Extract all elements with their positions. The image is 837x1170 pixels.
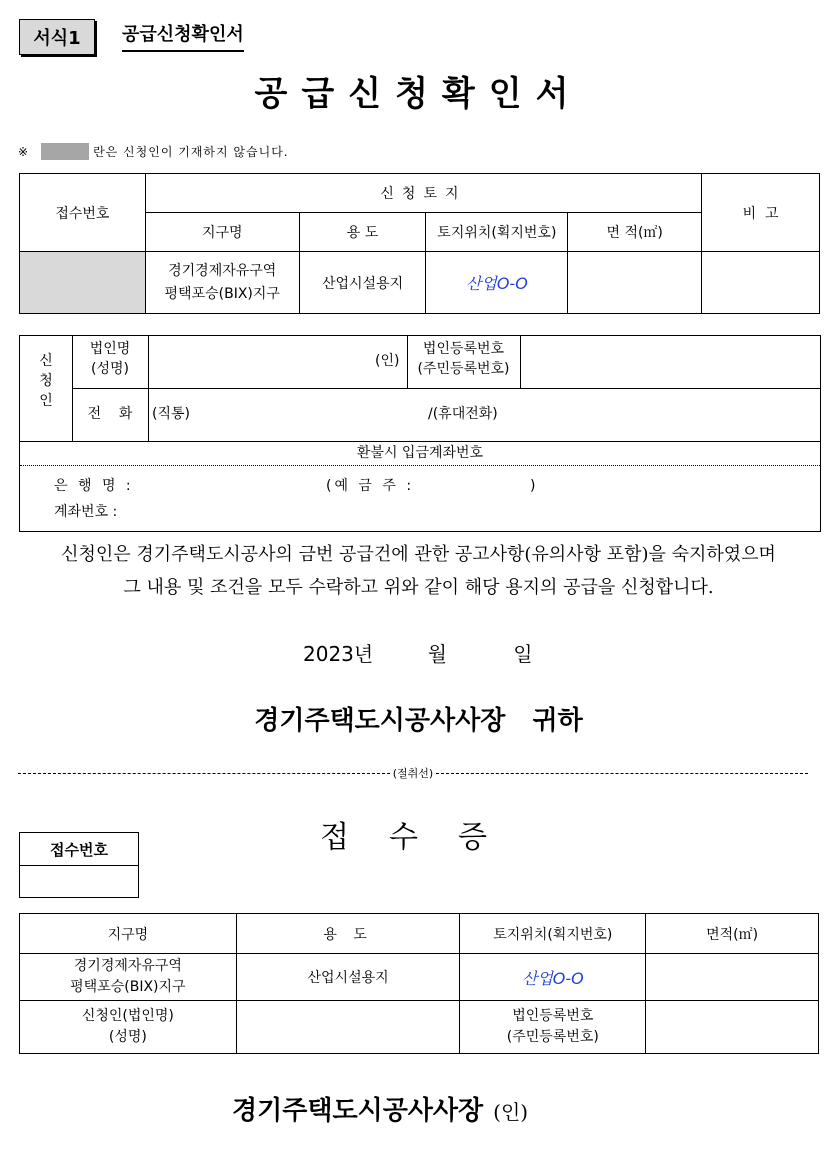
bank-name-label: 은 행 명 : (54, 478, 134, 494)
label-line: 법인명 (89, 341, 131, 357)
date-day: 일 (513, 642, 533, 666)
direct-phone-label: (직통) (152, 406, 190, 422)
form-title-small: 공급신청확인서 (122, 20, 244, 52)
receipt-applicant-field[interactable] (236, 1001, 460, 1054)
receipt-title: 접수증 (320, 820, 527, 855)
receipt-column-header: 토지위치(획지번호) (460, 914, 646, 954)
receipt-no-box (19, 832, 139, 898)
remarks-header: 비 고 (702, 174, 820, 252)
cut-line-label: (절취선) (392, 767, 434, 780)
receipt-reg-no-field[interactable] (646, 1001, 819, 1054)
account-holder-label: (예 금 주 : (326, 478, 415, 494)
label-line: (주민등록번호) (506, 1029, 599, 1045)
refund-account-header: 환불시 입금계좌번호 (356, 445, 484, 461)
date-month: 월 (427, 642, 447, 666)
application-date (303, 638, 533, 667)
receipt-area-cell (646, 954, 819, 1001)
receipt-table (19, 913, 819, 1054)
receipt-location-cell: 산업O-O (460, 954, 646, 1001)
statement-line: 신청인은 경기주택도시공사의 금번 공급건에 관한 공고사항(유의사항 포함)을 숙지하였으며 (61, 544, 776, 565)
district-cell (145, 252, 299, 314)
land-request-table (19, 173, 820, 314)
side-char: 인 (39, 393, 53, 409)
notice-text: 란은 신청인이 기재하지 않습니다. (93, 145, 289, 159)
reference-mark-icon: ※ (18, 144, 30, 159)
dashed-rule (436, 773, 808, 774)
document-title: 공급신청확인서 (254, 74, 583, 114)
remarks-cell (702, 252, 820, 314)
label-line: (성명) (108, 1029, 147, 1045)
dashed-rule (18, 773, 390, 774)
label-line: (주민등록번호) (417, 361, 510, 377)
notice-line (18, 143, 289, 160)
mobile-phone-label: /(휴대전화) (428, 406, 498, 422)
corp-name-label (72, 339, 148, 379)
receipt-reg-no-label (460, 1001, 646, 1054)
label-line: 신청인(법인명) (81, 1008, 174, 1024)
account-holder-close: ) (530, 478, 536, 494)
requested-land-header: 신청토지 (145, 174, 701, 213)
issuer-name: 경기주택도시공사사장 (232, 1096, 484, 1126)
issuer-signature (232, 1090, 528, 1127)
receipt-column-header: 면적(㎡) (646, 914, 819, 954)
receipt-no-label: 접수번호 (20, 833, 138, 866)
label-line: 법인등록번호 (512, 1008, 594, 1024)
corp-name-field[interactable] (148, 336, 407, 388)
area-cell (568, 252, 702, 314)
side-char: 신 (39, 353, 53, 369)
applicant-side-label (20, 351, 72, 411)
column-header: 용 도 (299, 213, 426, 252)
receipt-district-cell (20, 954, 237, 1001)
addressee: 경기주택도시공사사장 귀하 (254, 706, 583, 736)
usage-cell: 산업시설용지 (299, 252, 426, 314)
receipt-applicant-label (20, 1001, 237, 1054)
receipt-column-header: 지구명 (20, 914, 237, 954)
column-header: 토지위치(획지번호) (426, 213, 568, 252)
date-year: 2023년 (303, 642, 374, 666)
seal-mark: (인) (375, 353, 400, 369)
district-line: 경기경제자유구역 (168, 262, 277, 279)
receipt-usage-cell: 산업시설용지 (236, 954, 460, 1001)
account-no-label: 계좌번호 : (54, 504, 118, 520)
district-line: 평택포승(BIX)지구 (70, 979, 186, 995)
declaration-statement (0, 538, 837, 604)
side-char: 청 (39, 373, 53, 389)
district-line: 평택포승(BIX)지구 (164, 285, 280, 302)
receipt-no-field[interactable] (20, 866, 138, 897)
receipt-no-cell (20, 252, 146, 314)
cut-line (18, 765, 808, 781)
column-header: 면 적(㎡) (568, 213, 702, 252)
column-header: 지구명 (145, 213, 299, 252)
reg-no-field[interactable] (520, 336, 820, 388)
issuer-seal: (인) (493, 1100, 529, 1124)
phone-label: 전 화 (87, 406, 133, 422)
reg-no-label (407, 339, 520, 379)
label-line: (성명) (91, 361, 129, 377)
district-line: 경기경제자유구역 (73, 958, 182, 974)
form-number-badge: 서식1 (19, 19, 95, 55)
receipt-column-header: 용 도 (236, 914, 460, 954)
shaded-sample-box (41, 143, 89, 160)
statement-line: 그 내용 및 조건을 모두 수락하고 위와 같이 해당 용지의 공급을 신청합니다. (123, 577, 714, 598)
label-line: 법인등록번호 (422, 341, 505, 357)
receipt-no-header: 접수번호 (20, 174, 146, 252)
location-cell: 산업O-O (426, 252, 568, 314)
applicant-section (19, 335, 821, 532)
